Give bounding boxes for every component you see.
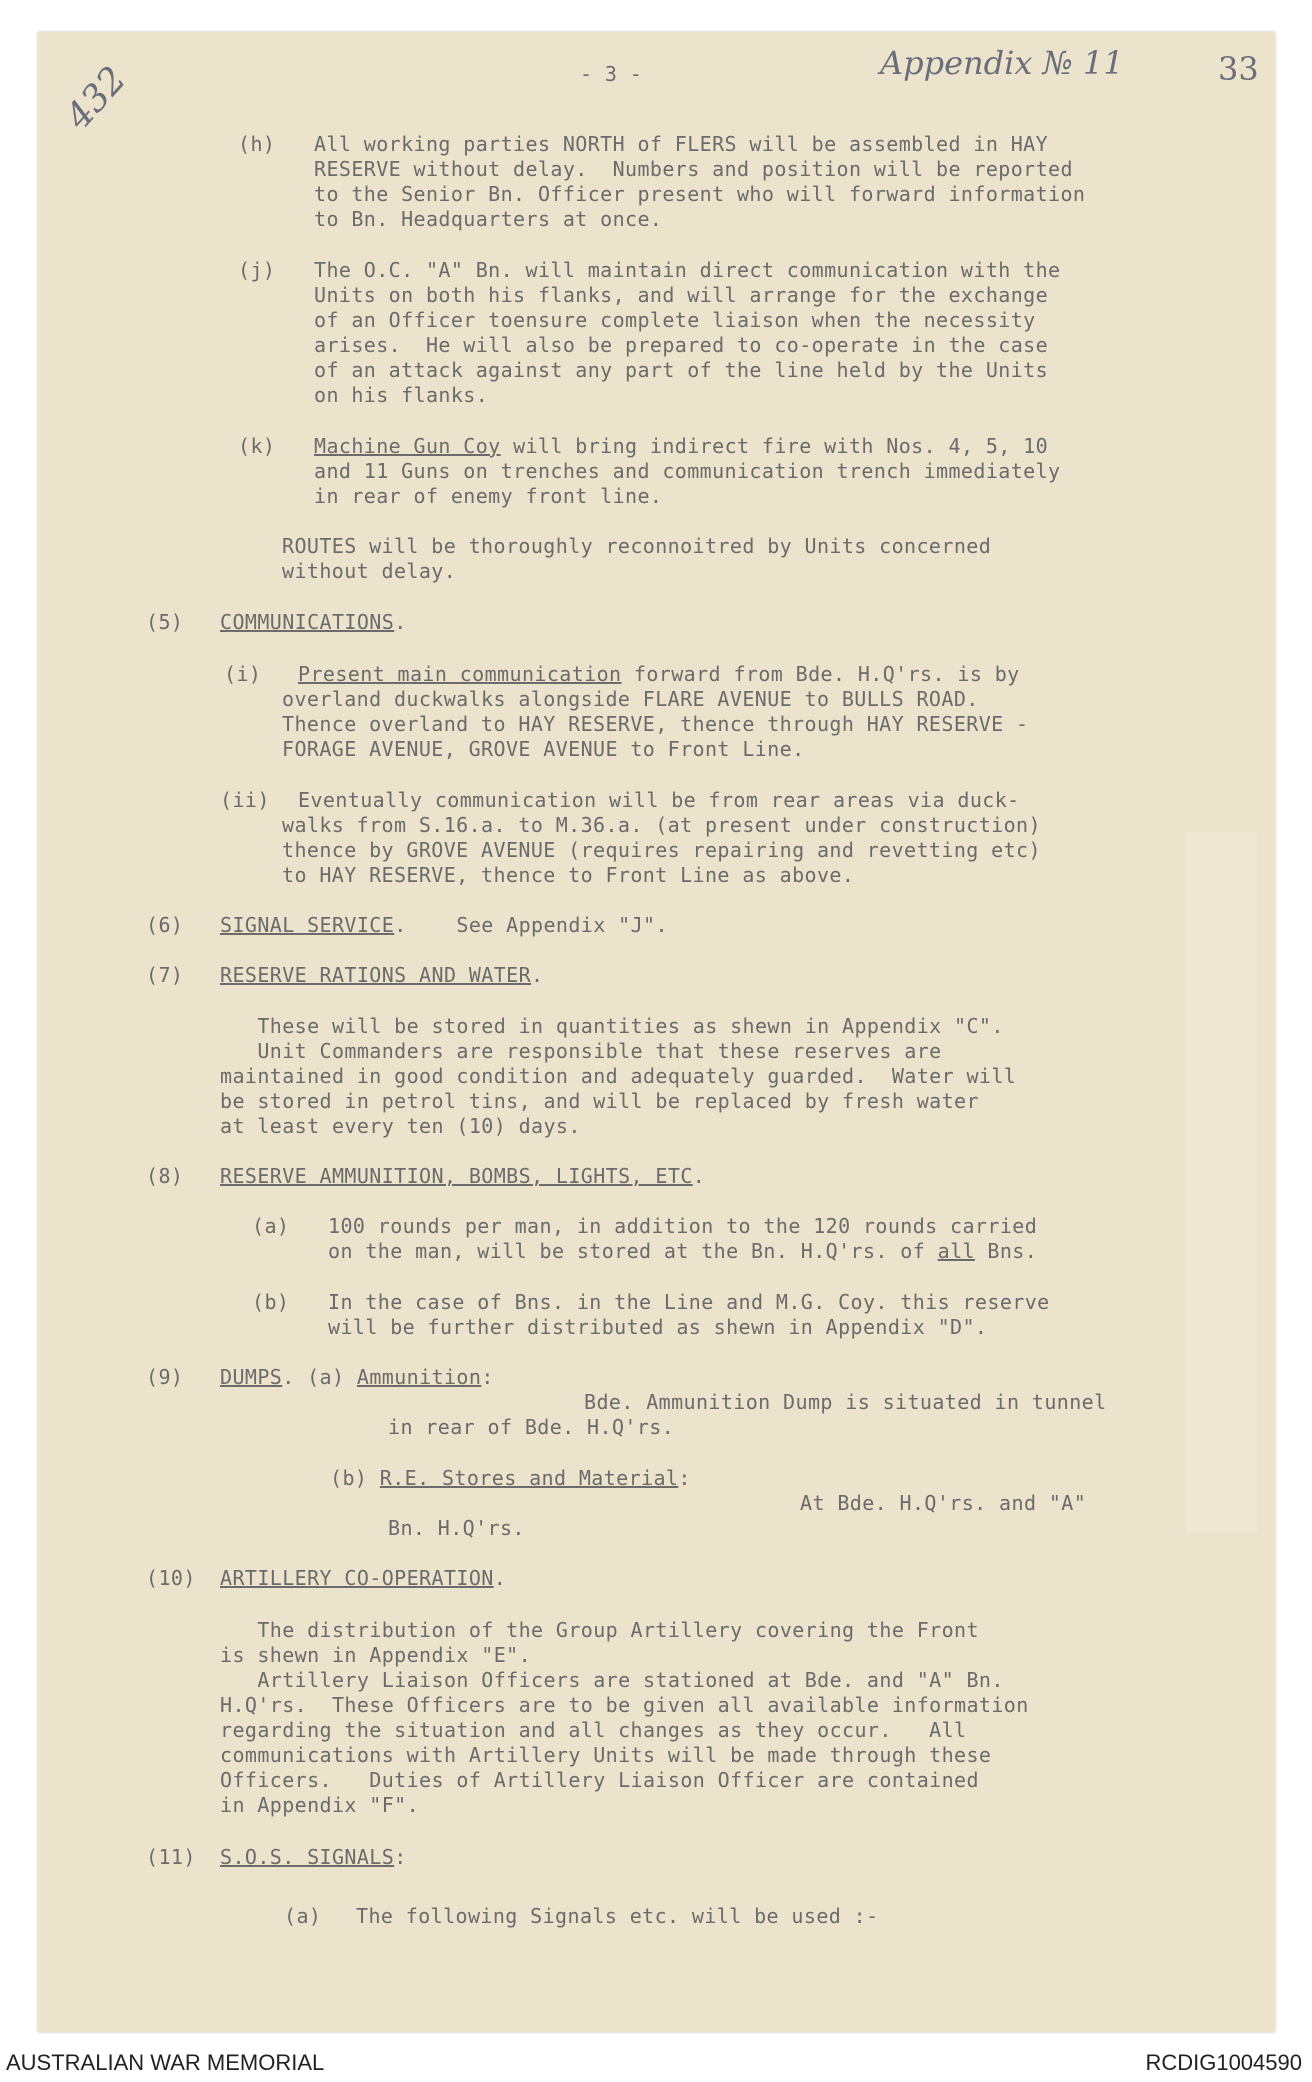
folio-number-right: 33 — [1218, 50, 1259, 88]
section-10-line: is shewn in Appendix "E". — [220, 1643, 532, 1667]
section-9-number: (9) — [146, 1365, 184, 1389]
section-10-line: communications with Artillery Units will be made through these — [220, 1743, 992, 1767]
section-8-title: RESERVE AMMUNITION, BOMBS, LIGHTS, ETC — [220, 1164, 693, 1188]
section-5-i-rest: forward from Bde. H.Q'rs. is by — [621, 662, 1020, 686]
section-9-a-line: Bde. Ammunition Dump is situated in tunnel — [584, 1390, 1107, 1414]
item-j-line: of an attack against any part of the line held by the Units — [314, 358, 1049, 382]
section-11-heading: S.O.S. SIGNALS: — [220, 1845, 407, 1869]
section-5-i-line: Thence overland to HAY RESERVE, thence through HAY RESERVE - — [282, 712, 1029, 736]
section-9-a-heading: Ammunition — [356, 1365, 482, 1389]
section-9-a-line: in rear of Bde. H.Q'rs. — [388, 1415, 675, 1439]
section-9-b-line: At Bde. H.Q'rs. and "A" — [800, 1491, 1087, 1515]
section-8-a-label: (a) — [252, 1214, 290, 1238]
section-7-line: These will be stored in quantities as shewn in Appendix "C". — [220, 1014, 1004, 1038]
section-5-ii-line: thence by GROVE AVENUE (requires repairing and revetting etc) — [282, 838, 1041, 862]
section-7-line: Unit Commanders are responsible that these reserves are — [220, 1039, 942, 1063]
routes-line: without delay. — [282, 559, 457, 583]
section-8-b-label: (b) — [252, 1290, 290, 1314]
item-j-line: Units on both his flanks, and will arrange for the exchange — [314, 283, 1049, 307]
section-5-ii-line: to HAY RESERVE, thence to Front Line as above. — [282, 863, 855, 887]
section-9-b-label: (b) — [330, 1466, 368, 1490]
section-10-line: in Appendix "F". — [220, 1793, 420, 1817]
section-10-heading: ARTILLERY CO-OPERATION. — [220, 1566, 507, 1590]
paper-overlay — [1187, 832, 1257, 1532]
item-k-label: (k) — [238, 434, 276, 458]
section-5-i-line: overland duckwalks alongside FLARE AVENUE to BULLS ROAD. — [282, 687, 979, 711]
section-8-a-line-2 — [328, 1239, 1037, 1264]
section-6-heading — [220, 913, 668, 938]
footer-institution: AUSTRALIAN WAR MEMORIAL — [6, 2050, 325, 2075]
section-7-number: (7) — [146, 963, 184, 987]
item-k-line-1-rest: will bring indirect fire with Nos. 4, 5, 10 — [500, 434, 1049, 458]
folio-number-left: 432 — [58, 58, 135, 138]
section-8-a-all: all — [937, 1239, 975, 1263]
section-5-i-line: FORAGE AVENUE, GROVE AVENUE to Front Line. — [282, 737, 805, 761]
section-6-title: SIGNAL SERVICE — [220, 913, 395, 937]
section-8-a-line: 100 rounds per man, in addition to the 120 rounds carried — [328, 1214, 1038, 1238]
section-6-number: (6) — [146, 913, 184, 937]
section-5-heading: COMMUNICATIONS. — [220, 610, 407, 634]
item-j-line: The O.C. "A" Bn. will maintain direct communication with the — [314, 258, 1061, 282]
section-7-line: be stored in petrol tins, and will be replaced by fresh water — [220, 1089, 979, 1113]
section-5-i-label: (i) — [224, 662, 262, 686]
item-h-line: All working parties NORTH of FLERS will be assembled in HAY — [314, 132, 1049, 156]
section-8-b-line: In the case of Bns. in the Line and M.G. Coy. this reserve — [328, 1290, 1050, 1314]
section-5-ii-line: walks from S.16.a. to M.36.a. (at present under construction) — [282, 813, 1041, 837]
item-h-line: RESERVE without delay. Numbers and position will be reported — [314, 157, 1073, 181]
section-10-line: regarding the situation and all changes as they occur. All — [220, 1718, 967, 1742]
section-7-title: RESERVE RATIONS AND WATER — [220, 963, 532, 987]
section-7-line: maintained in good condition and adequately guarded. Water will — [220, 1064, 1017, 1088]
section-11-number: (11) — [146, 1845, 196, 1869]
section-8-b-line: will be further distributed as shewn in Appendix "D". — [328, 1315, 988, 1339]
item-h-line: to the Senior Bn. Officer present who will forward information — [314, 182, 1086, 206]
item-k-line-1 — [314, 434, 1048, 459]
item-j-line: arises. He will also be prepared to co-operate in the case — [314, 333, 1049, 357]
section-8-a-line-2-post: Bns. — [974, 1239, 1038, 1263]
section-11-a-label: (a) — [284, 1904, 322, 1928]
section-10-line: Artillery Liaison Officers are stationed at Bde. and "A" Bn. — [220, 1668, 1004, 1692]
section-11-a-line: The following Signals etc. will be used :- — [356, 1904, 879, 1928]
section-9-heading: DUMPS. (a) Ammunition: — [220, 1365, 494, 1389]
item-h-label: (h) — [238, 132, 276, 156]
section-5-i-line-1 — [298, 662, 1020, 687]
item-k-line: in rear of enemy front line. — [314, 484, 663, 508]
section-5-ii-line: Eventually communication will be from rear areas via duck- — [298, 788, 1020, 812]
section-5-number: (5) — [146, 610, 184, 634]
section-5-ii-label: (ii) — [220, 788, 270, 812]
section-11-title: S.O.S. SIGNALS — [220, 1845, 395, 1869]
section-5-title: COMMUNICATIONS — [220, 610, 395, 634]
section-7-heading: RESERVE RATIONS AND WATER. — [220, 963, 544, 987]
page-number: - 3 - — [580, 62, 643, 86]
routes-line: ROUTES will be thoroughly reconnoitred by Units concerned — [282, 534, 992, 558]
section-8-a-line-2-pre: on the man, will be stored at the Bn. H.Q'rs. of — [328, 1239, 938, 1263]
section-10-line: H.Q'rs. These Officers are to be given all available information — [220, 1693, 1029, 1717]
section-8-number: (8) — [146, 1164, 184, 1188]
item-h-line: to Bn. Headquarters at once. — [314, 207, 663, 231]
item-j-label: (j) — [238, 258, 276, 282]
section-6-rest: . See Appendix "J". — [394, 913, 668, 937]
section-5-i-heading: Present main communication — [298, 662, 622, 686]
item-k-line: and 11 Guns on trenches and communication trench immediately — [314, 459, 1061, 483]
section-9-b-heading-line: (b) R.E. Stores and Material: — [330, 1466, 691, 1490]
section-10-line: The distribution of the Group Artillery covering the Front — [220, 1618, 979, 1642]
section-7-line: at least every ten (10) days. — [220, 1114, 581, 1138]
section-10-number: (10) — [146, 1566, 196, 1590]
section-10-line: Officers. Duties of Artillery Liaison Officer are contained — [220, 1768, 979, 1792]
item-k-heading: Machine Gun Coy — [314, 434, 501, 458]
item-j-line: on his flanks. — [314, 383, 489, 407]
section-10-title: ARTILLERY CO-OPERATION — [220, 1566, 494, 1590]
footer-record-id: RCDIG1004590 — [1145, 2050, 1302, 2075]
section-9-title: DUMPS — [220, 1365, 283, 1389]
item-j-line: of an Officer toensure complete liaison when the necessity — [314, 308, 1036, 332]
section-8-heading: RESERVE AMMUNITION, BOMBS, LIGHTS, ETC. — [220, 1164, 706, 1188]
section-9-b-line: Bn. H.Q'rs. — [388, 1516, 525, 1540]
appendix-annotation: Appendix № 11 — [880, 44, 1124, 82]
section-9-b-heading: R.E. Stores and Material — [379, 1466, 679, 1490]
section-9-a-label: (a) — [307, 1365, 345, 1389]
